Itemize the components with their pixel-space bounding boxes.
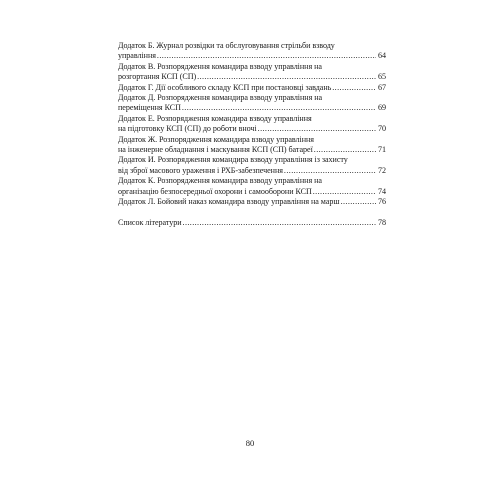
toc-entry-title: на підготовку КСП (СП) до роботи вночі [118,124,257,134]
dot-leader [332,83,376,93]
toc-entry[interactable] [118,135,386,156]
toc-entry-title-line: Додаток Ж. Розпорядження командира взводу управління [118,134,314,144]
toc-entry[interactable] [118,83,386,93]
toc-entry-title-line: Додаток Д. Розпорядження командира взводу управління на [118,93,323,103]
toc-entry-page: 69 [378,103,386,113]
toc-entry-title: управління [118,51,156,61]
toc-entry-page: 76 [378,197,386,207]
toc-entry-title: на інженерне обладнання і маскування КСП (СП) батареї [118,145,313,155]
toc-entry-title: організацію безпосередньої охорони і самооборони КСП [118,186,312,196]
toc-entry-title-line: Додаток Б. Журнал розвідки та обслуговування стрільби взводу [118,41,335,50]
dot-leader [182,103,376,113]
toc-entry-row [118,166,386,176]
dot-leader [157,51,376,61]
dot-leader [341,197,376,207]
toc-entry-page: 65 [378,72,386,82]
dot-leader [314,145,376,155]
dot-leader [313,187,376,197]
table-of-contents [118,41,386,228]
toc-entry-page: 72 [378,165,386,175]
toc-entry-row [118,145,386,155]
toc-entry-page: 70 [378,124,386,134]
toc-entry-row [118,197,386,207]
toc-entry-row [118,83,386,93]
toc-entry-row [118,187,386,197]
toc-entry-page: 67 [378,82,386,92]
page-number: 80 [245,438,255,448]
toc-entry[interactable] [118,41,386,62]
dot-leader [183,218,376,228]
toc-entry-title: Додаток Г. Дії особливого складу КСП при постановці завдань [118,82,332,92]
toc-entries [118,41,386,208]
toc-entry[interactable] [118,176,386,197]
toc-entry-row [118,103,386,113]
toc-entry-row [118,124,386,134]
toc-entry-row [118,72,386,82]
dot-leader [197,72,376,82]
toc-gap [118,208,386,218]
toc-entry-page: 64 [378,51,386,61]
toc-entry-title-line: Додаток К. Розпорядження командира взводу управління на [118,176,322,186]
toc-entry-row [118,51,386,61]
toc-entry-title: розгортання КСП (СП) [118,72,197,82]
dot-leader [284,166,376,176]
toc-entry[interactable] [118,93,386,114]
toc-entry[interactable] [118,62,386,83]
toc-entry-title-line: Додаток Е. Розпорядження командира взводу управління [118,113,312,123]
toc-entry-title: Додаток Л. Бойовий наказ командира взводу управління на марш [118,197,340,207]
toc-entry-title-line: Додаток И. Розпорядження командира взводу управління із захисту [118,155,348,165]
toc-entry-title-line: Додаток В. Розпорядження командира взводу управління на [118,61,322,71]
dot-leader [258,124,376,134]
toc-entry-title: Список літератури [118,217,182,227]
toc-entry[interactable] [118,155,386,176]
toc-entry-title: переміщення КСП [118,103,181,113]
toc-entry-title: від зброї масового ураження і РХБ-забезпечення [118,165,283,175]
toc-entry-page: 78 [378,217,386,227]
toc-entry-page: 71 [378,145,386,155]
toc-entry[interactable] [118,197,386,207]
toc-entry-page: 74 [378,186,386,196]
toc-entry[interactable] [118,114,386,135]
toc-entry-references[interactable] [118,218,386,228]
